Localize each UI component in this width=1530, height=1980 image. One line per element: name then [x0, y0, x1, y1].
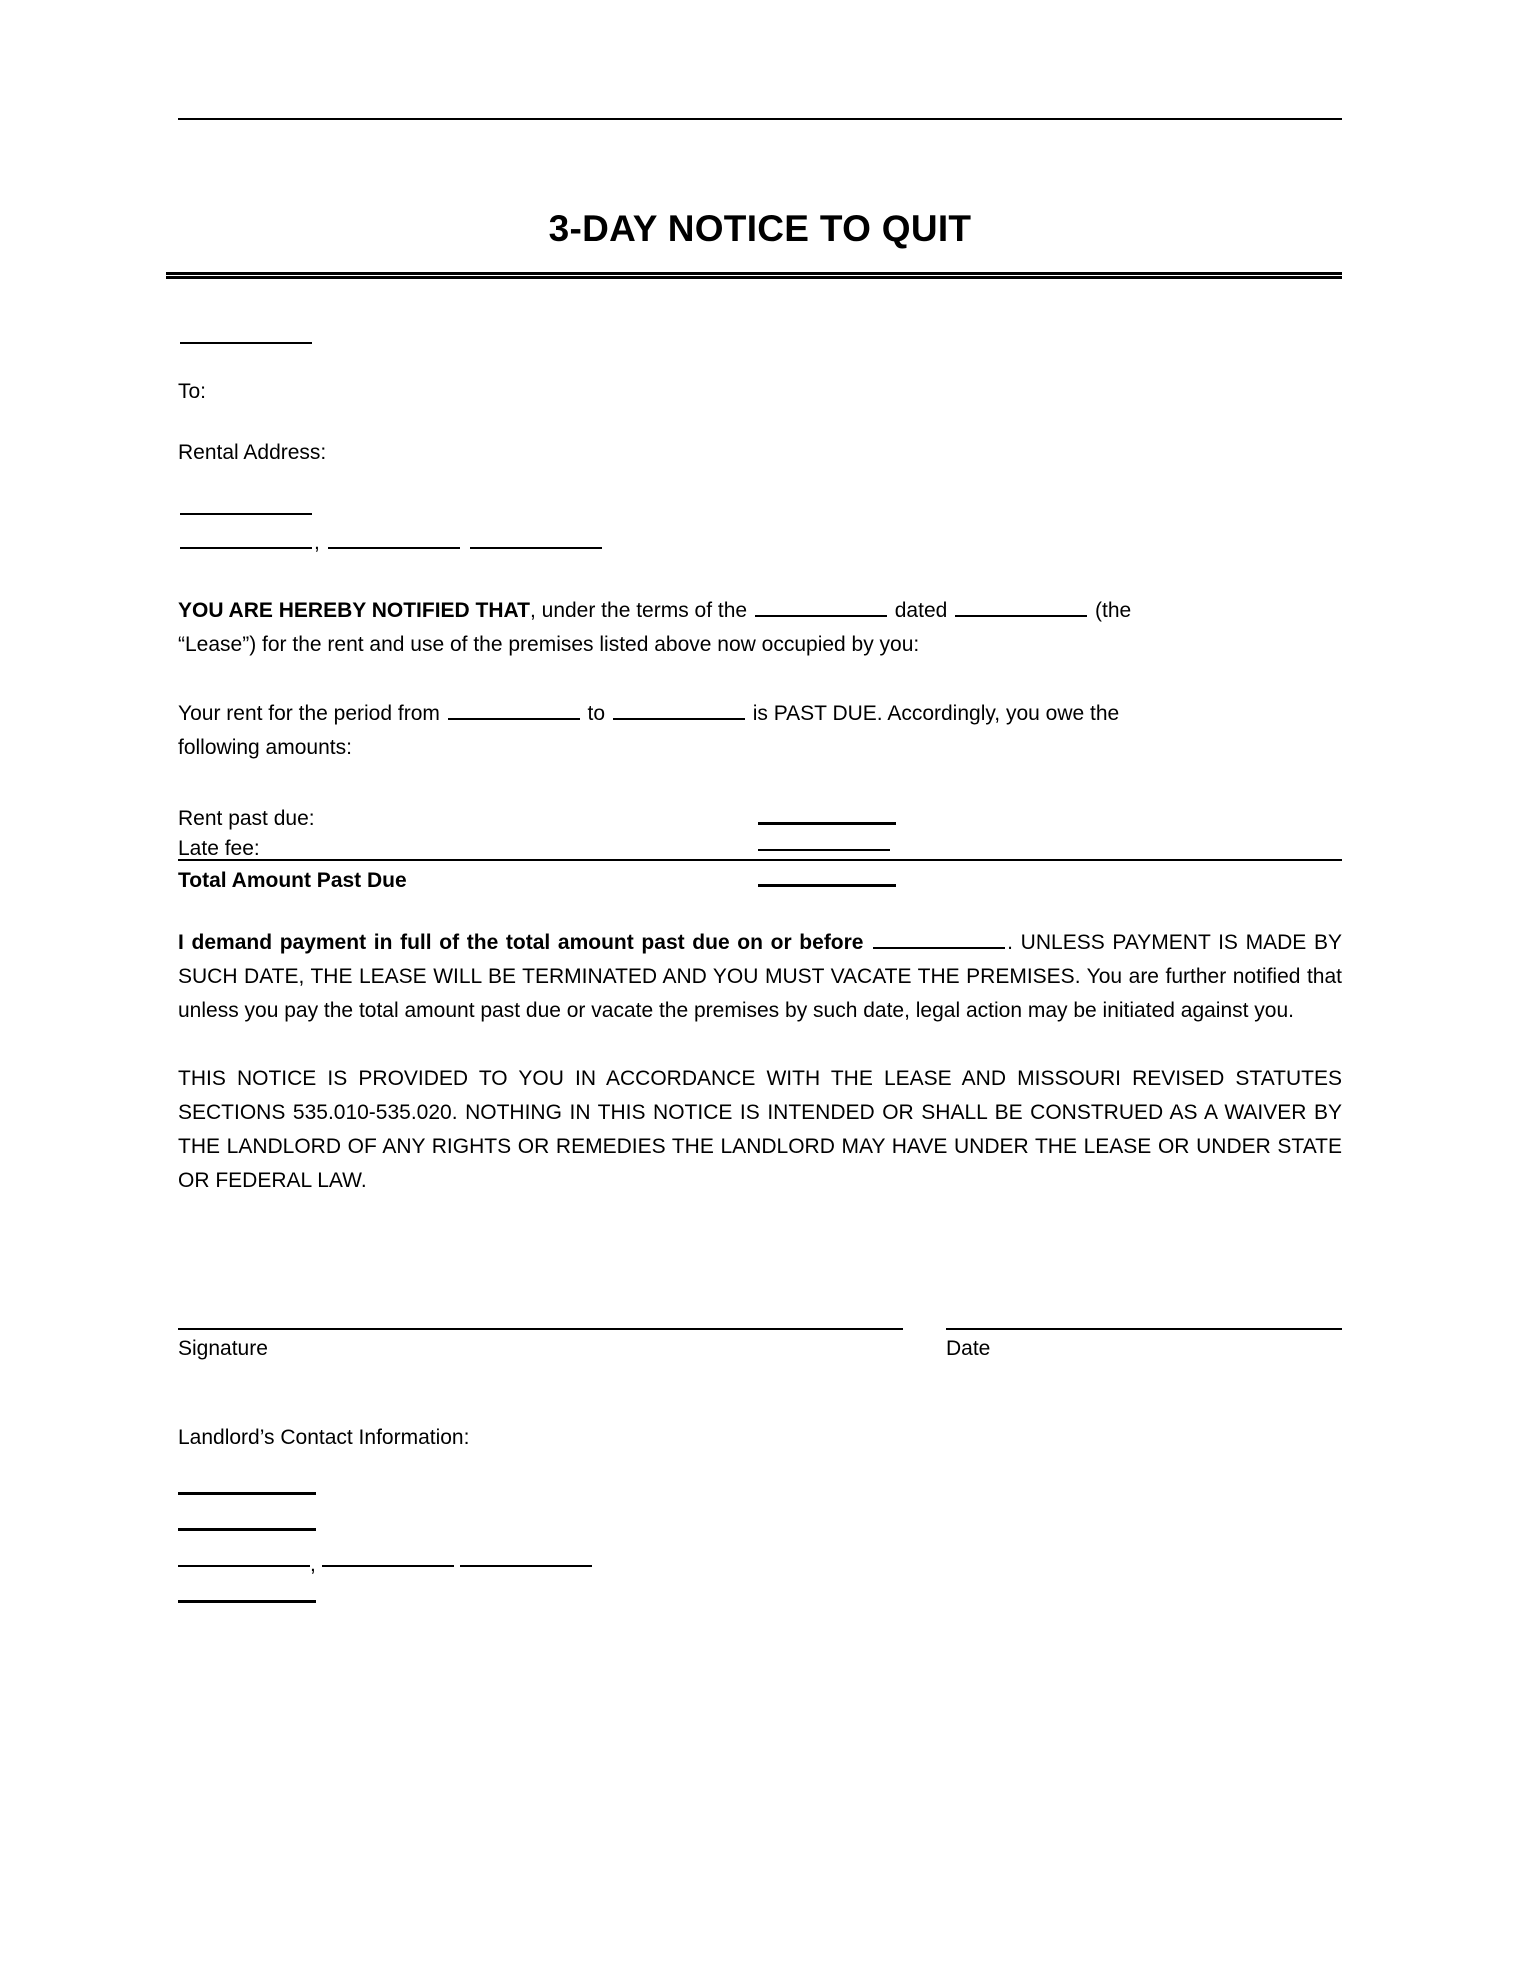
late-fee-label: Late fee:: [178, 836, 260, 860]
spacer: [178, 354, 1342, 378]
rent-past-due-label: Rent past due:: [178, 806, 315, 830]
spacer: [178, 1390, 1342, 1424]
rent-paragraph-line2: following amounts:: [178, 735, 352, 759]
rent-past-due-cell: [758, 799, 918, 829]
amounts-table: [178, 799, 1342, 891]
total-amount-label: Total Amount Past Due: [178, 860, 758, 891]
landlord-address-comma: ,: [310, 1553, 316, 1577]
landlord-street-blank[interactable]: [178, 1527, 316, 1531]
statutes-paragraph: THIS NOTICE IS PROVIDED TO YOU IN ACCORDANCE WITH THE LEASE AND MISSOURI REVISED STATUTES SECTIONS 535.010-535.020. NOTHING IN THIS NOTICE IS INTENDED OR SHALL BE CONSTRUED AS A WAIVER BY THE LANDLORD OF ANY RIGHTS OR REMEDIES THE LANDLORD MAY HAVE UNDER THE LEASE OR UNDER STATE OR FEDERAL LAW.: [178, 1066, 1342, 1192]
spacer: [178, 1198, 1342, 1246]
landlord-state-blank[interactable]: [322, 1564, 454, 1567]
demand-rest-text: PAYMENT IS MADE BY SUCH DATE, THE LEASE WILL BE TERMINATED AND YOU MUST VACATE THE PREMISES. You are further notified that unless you pay the total amount past due or vacate the premises by such date, legal action may be initiated against you.: [178, 930, 1342, 1022]
table-total-row: [178, 860, 1342, 891]
signature-label: Signature: [178, 1336, 268, 1360]
spacer: [178, 891, 1342, 925]
rental-address-label: Rental Address:: [178, 441, 327, 465]
landlord-phone-blank[interactable]: [178, 1599, 316, 1603]
notice-paragraph-line2: “Lease”) for the rent and use of the premises listed above now occupied by you:: [178, 632, 920, 656]
spacer: [178, 1028, 1342, 1062]
spacer: [178, 662, 1342, 696]
demand-bold-lead: I demand payment in full of the total amount past due on or before: [178, 930, 872, 954]
document-body: [178, 320, 1342, 1619]
rent-text-part3: is PAST DUE. Accordingly, you owe the: [746, 701, 1120, 725]
rental-address-street-blank[interactable]: [180, 491, 312, 515]
spacer: [178, 1246, 1342, 1294]
rent-period-paragraph: [178, 696, 1342, 731]
spacer: [178, 765, 1342, 799]
rent-text-part1: Your rent for the period from: [178, 701, 446, 725]
table-row: [178, 799, 1342, 829]
landlord-contact-label: Landlord’s Contact Information:: [178, 1425, 470, 1449]
header-double-rule: [166, 272, 1342, 279]
landlord-name-row: [178, 1475, 1342, 1511]
total-amount-blank[interactable]: [758, 883, 896, 887]
table-row: [178, 829, 1342, 860]
rent-period-to-blank[interactable]: [613, 696, 745, 720]
landlord-name-blank[interactable]: [178, 1491, 316, 1495]
date-label: Date: [946, 1336, 991, 1360]
late-fee-cell: [758, 829, 918, 860]
date-line[interactable]: [946, 1328, 1342, 1330]
signature-line[interactable]: [178, 1328, 903, 1330]
late-fee-spacer: [918, 829, 1342, 860]
rental-address-city-blank[interactable]: [180, 525, 312, 549]
total-amount-spacer: [918, 860, 1342, 891]
rent-text-part2: to: [581, 701, 611, 725]
notice-date-blank[interactable]: [180, 320, 312, 344]
lease-date-blank[interactable]: [955, 593, 1087, 617]
landlord-city-row: [178, 1547, 1342, 1583]
demand-deadline-blank[interactable]: [873, 925, 1005, 949]
rental-address-zip-blank[interactable]: [470, 525, 602, 549]
rental-address-city-row: [178, 525, 1342, 559]
spacer: [178, 405, 1342, 439]
address-comma: ,: [314, 530, 320, 554]
lease-name-blank[interactable]: [755, 593, 887, 617]
demand-paragraph: [178, 925, 1342, 1028]
page-title: 3-DAY NOTICE TO QUIT: [548, 208, 972, 249]
spacer: [178, 559, 1342, 593]
recipient-to-label: To:: [178, 380, 207, 403]
header-top-rule: [178, 118, 1342, 120]
notice-bold-lead: YOU ARE HEREBY NOTIFIED THAT: [178, 598, 530, 622]
spacer: [178, 467, 1342, 491]
notice-text-part2: dated: [888, 598, 954, 622]
late-fee-blank[interactable]: [758, 848, 890, 851]
rental-address-state-blank[interactable]: [328, 525, 460, 549]
rental-address-street-row: [178, 491, 1342, 525]
spacer: [178, 1451, 1342, 1475]
notice-text-part1: , under the terms of the: [529, 598, 753, 622]
landlord-city-blank[interactable]: [178, 1564, 310, 1567]
total-amount-cell: [758, 860, 918, 891]
rent-period-from-blank[interactable]: [448, 696, 580, 720]
rent-past-due-spacer: [918, 799, 1342, 829]
landlord-phone-row: [178, 1583, 1342, 1619]
notice-paragraph: [178, 593, 1342, 628]
notice-date-row: [178, 320, 1342, 354]
rent-past-due-blank[interactable]: [758, 821, 896, 825]
notice-text-part3: (the: [1089, 598, 1132, 622]
spacer: [178, 1294, 1342, 1328]
signature-block: [178, 1328, 1342, 1390]
demand-after-blank: . UNLESS: [1007, 930, 1105, 954]
landlord-zip-blank[interactable]: [460, 1564, 592, 1567]
landlord-street-row: [178, 1511, 1342, 1547]
